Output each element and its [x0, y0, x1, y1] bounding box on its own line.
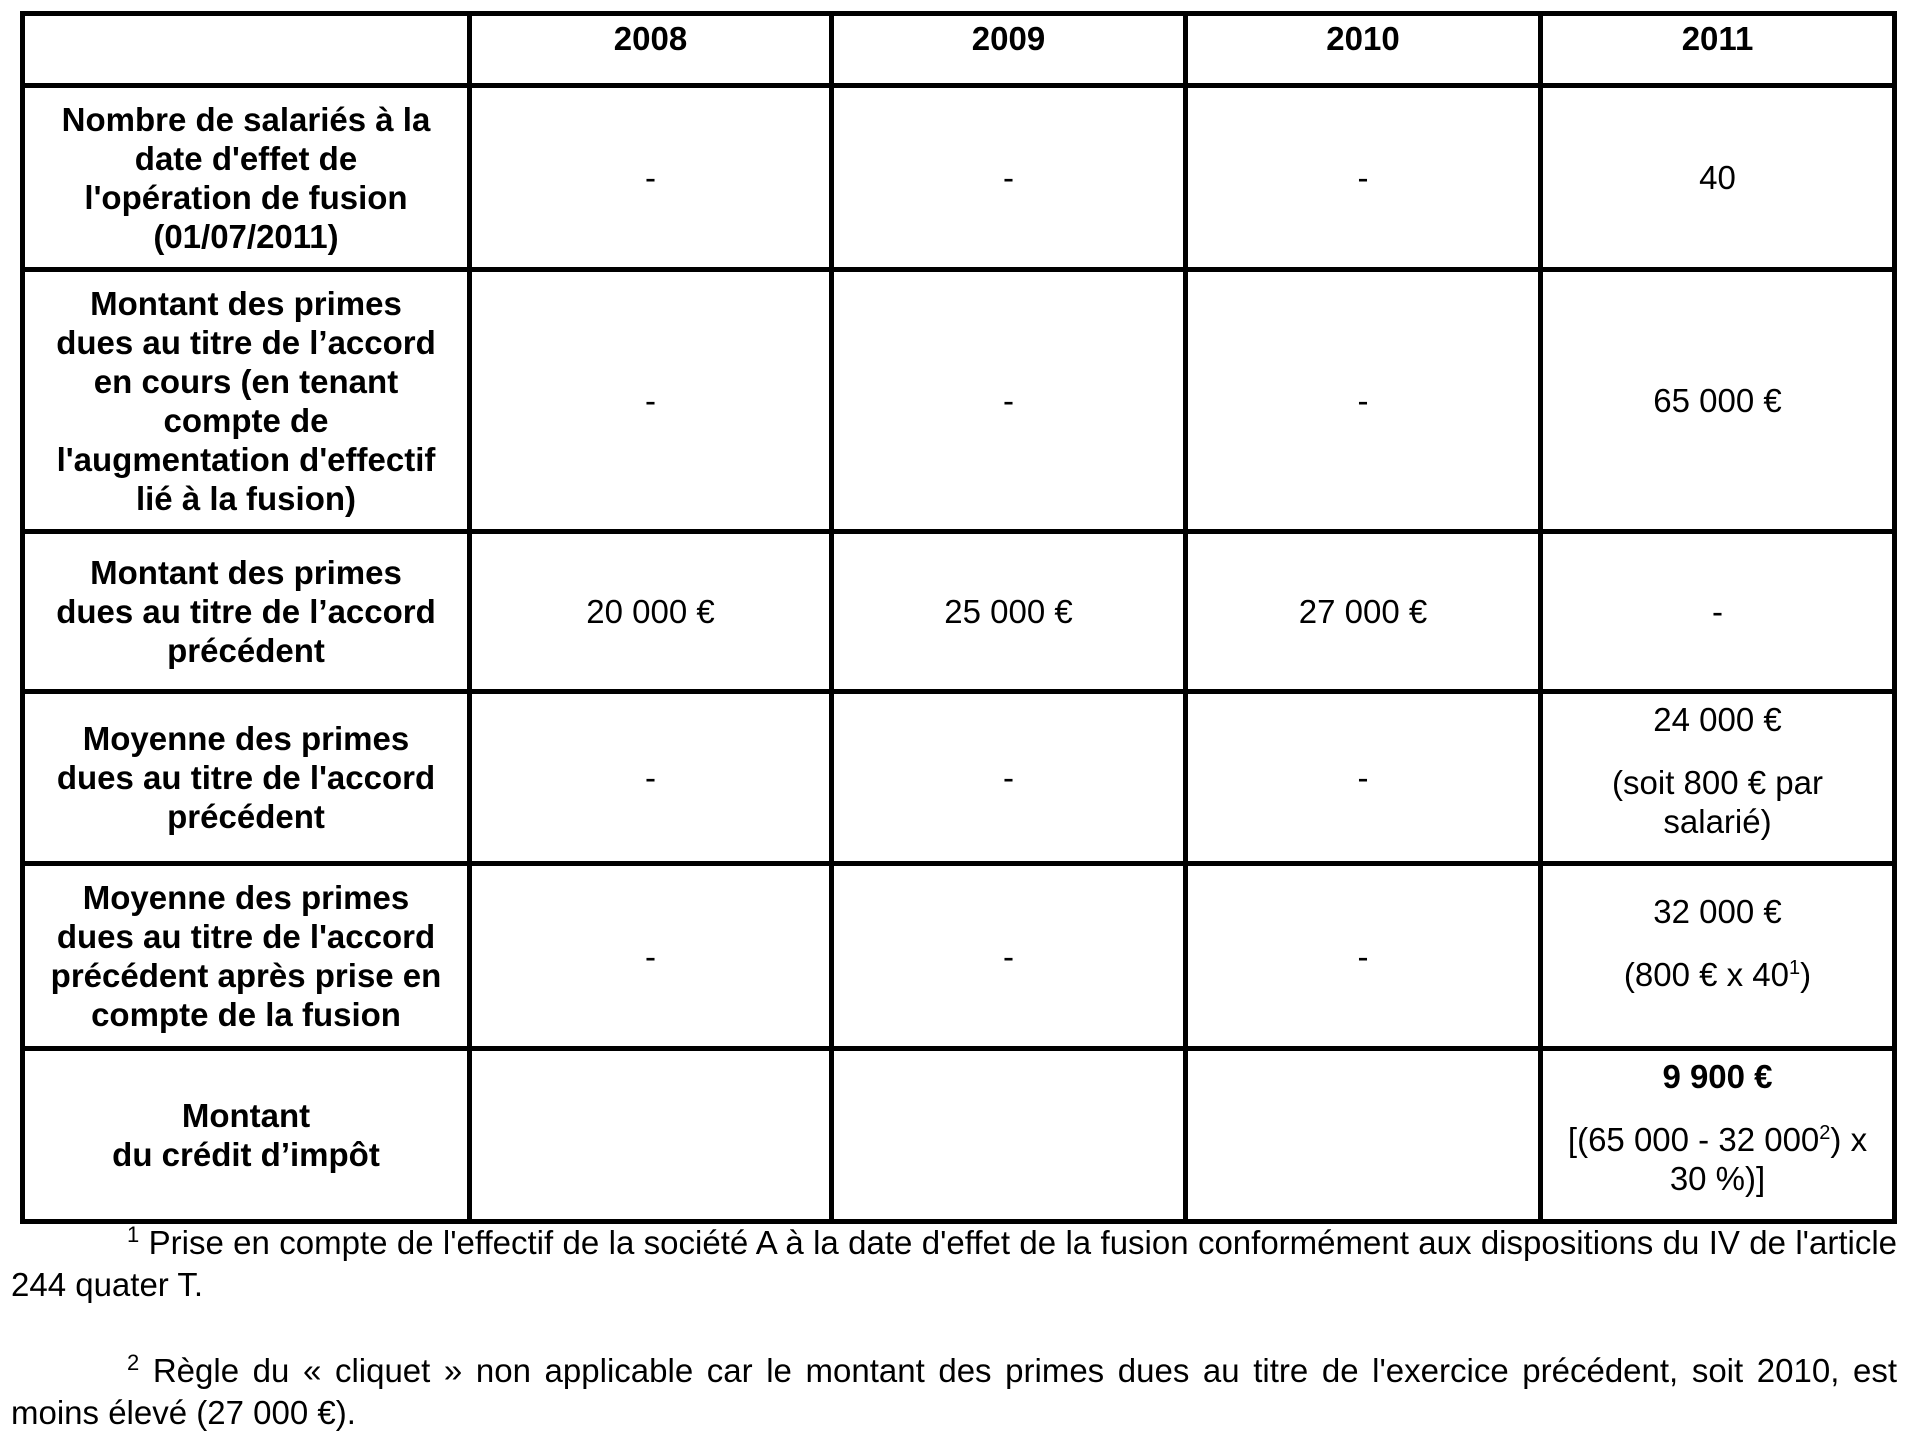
- cell-2010: -: [1186, 86, 1541, 270]
- row-label-previous-agreement: Montant des primes dues au titre de l’accord précédent: [23, 532, 470, 692]
- cell-2009: -: [832, 692, 1186, 864]
- header-cell-2009: 2009: [832, 14, 1186, 86]
- cell-main-value: 9 900 €: [1662, 1058, 1773, 1095]
- cell-2011: [1541, 864, 1895, 1049]
- header-cell-2008: 2008: [470, 14, 832, 86]
- row-label-current-agreement: Montant des primes dues au titre de l’accord en cours (en tenant compte de l'augmentation d'effectif lié à la fusion): [23, 270, 470, 532]
- cell-main-value: 24 000 €: [1653, 701, 1782, 738]
- cell-2008: -: [470, 692, 832, 864]
- cell-note: salarié): [1663, 803, 1772, 840]
- cell-2010: -: [1186, 692, 1541, 864]
- cell-2008: -: [470, 86, 832, 270]
- footnote-1: [11, 1222, 1897, 1306]
- footnote-mark: 1: [127, 1222, 140, 1247]
- cell-2011: 40: [1541, 86, 1895, 270]
- footnote-2: [11, 1350, 1897, 1434]
- header-cell-empty: [23, 14, 470, 86]
- cell-2009: -: [832, 270, 1186, 532]
- cell-note: (soit 800 € par: [1612, 764, 1823, 801]
- cell-2009: [832, 1049, 1186, 1222]
- cell-2009: -: [832, 864, 1186, 1049]
- table-row: [23, 1049, 1895, 1222]
- cell-2010: -: [1186, 864, 1541, 1049]
- table-row: [23, 270, 1895, 532]
- footnote-text: Prise en compte de l'effectif de la société A à la date d'effet de la fusion conformément aux dispositions du IV de l'article 244 quater T.: [11, 1224, 1897, 1303]
- cell-2009: -: [832, 86, 1186, 270]
- footnotes: [11, 1222, 1897, 1434]
- cell-2008: -: [470, 270, 832, 532]
- cell-2008: [470, 1049, 832, 1222]
- header-cell-2010: 2010: [1186, 14, 1541, 86]
- cell-2010: 27 000 €: [1186, 532, 1541, 692]
- table-row: [23, 86, 1895, 270]
- footnote-ref: 2: [1819, 1122, 1831, 1144]
- cell-2011: [1541, 692, 1895, 864]
- cell-2011: -: [1541, 532, 1895, 692]
- header-cell-2011: 2011: [1541, 14, 1895, 86]
- footnote-mark: 2: [127, 1350, 140, 1375]
- header-row: [23, 14, 1895, 86]
- table-row: [23, 692, 1895, 864]
- row-label-employee-count: Nombre de salariés à la date d'effet de l'opération de fusion (01/07/2011): [23, 86, 470, 270]
- footnote-text: Règle du « cliquet » non applicable car le montant des primes dues au titre de l'exercice précédent, soit 2010, est moins élevé (27 000 €).: [11, 1352, 1897, 1431]
- cell-2010: [1186, 1049, 1541, 1222]
- row-label-tax-credit: Montant du crédit d’impôt: [23, 1049, 470, 1222]
- cell-note: 30 %)]: [1669, 1160, 1766, 1197]
- cell-2010: -: [1186, 270, 1541, 532]
- cell-note: [(65 000 - 32 $000^2$) x: [1567, 1121, 1868, 1158]
- row-label-average-after-merger: Moyenne des primes dues au titre de l'accord précédent après prise en compte de la fusion: [23, 864, 470, 1049]
- table-row: [23, 864, 1895, 1049]
- table-row: [23, 532, 1895, 692]
- cell-2011: 65 000 €: [1541, 270, 1895, 532]
- cell-2008: 20 000 €: [470, 532, 832, 692]
- cell-2008: -: [470, 864, 832, 1049]
- row-label-previous-average: Moyenne des primes dues au titre de l'accord précédent: [23, 692, 470, 864]
- cell-note: (800 € x $40^1$): [1623, 956, 1812, 993]
- cell-2009: 25 000 €: [832, 532, 1186, 692]
- tax-credit-table: [20, 11, 1897, 1224]
- cell-main-value: 32 000 €: [1653, 893, 1782, 930]
- cell-2011: [1541, 1049, 1895, 1222]
- footnote-ref: 1: [1789, 957, 1801, 979]
